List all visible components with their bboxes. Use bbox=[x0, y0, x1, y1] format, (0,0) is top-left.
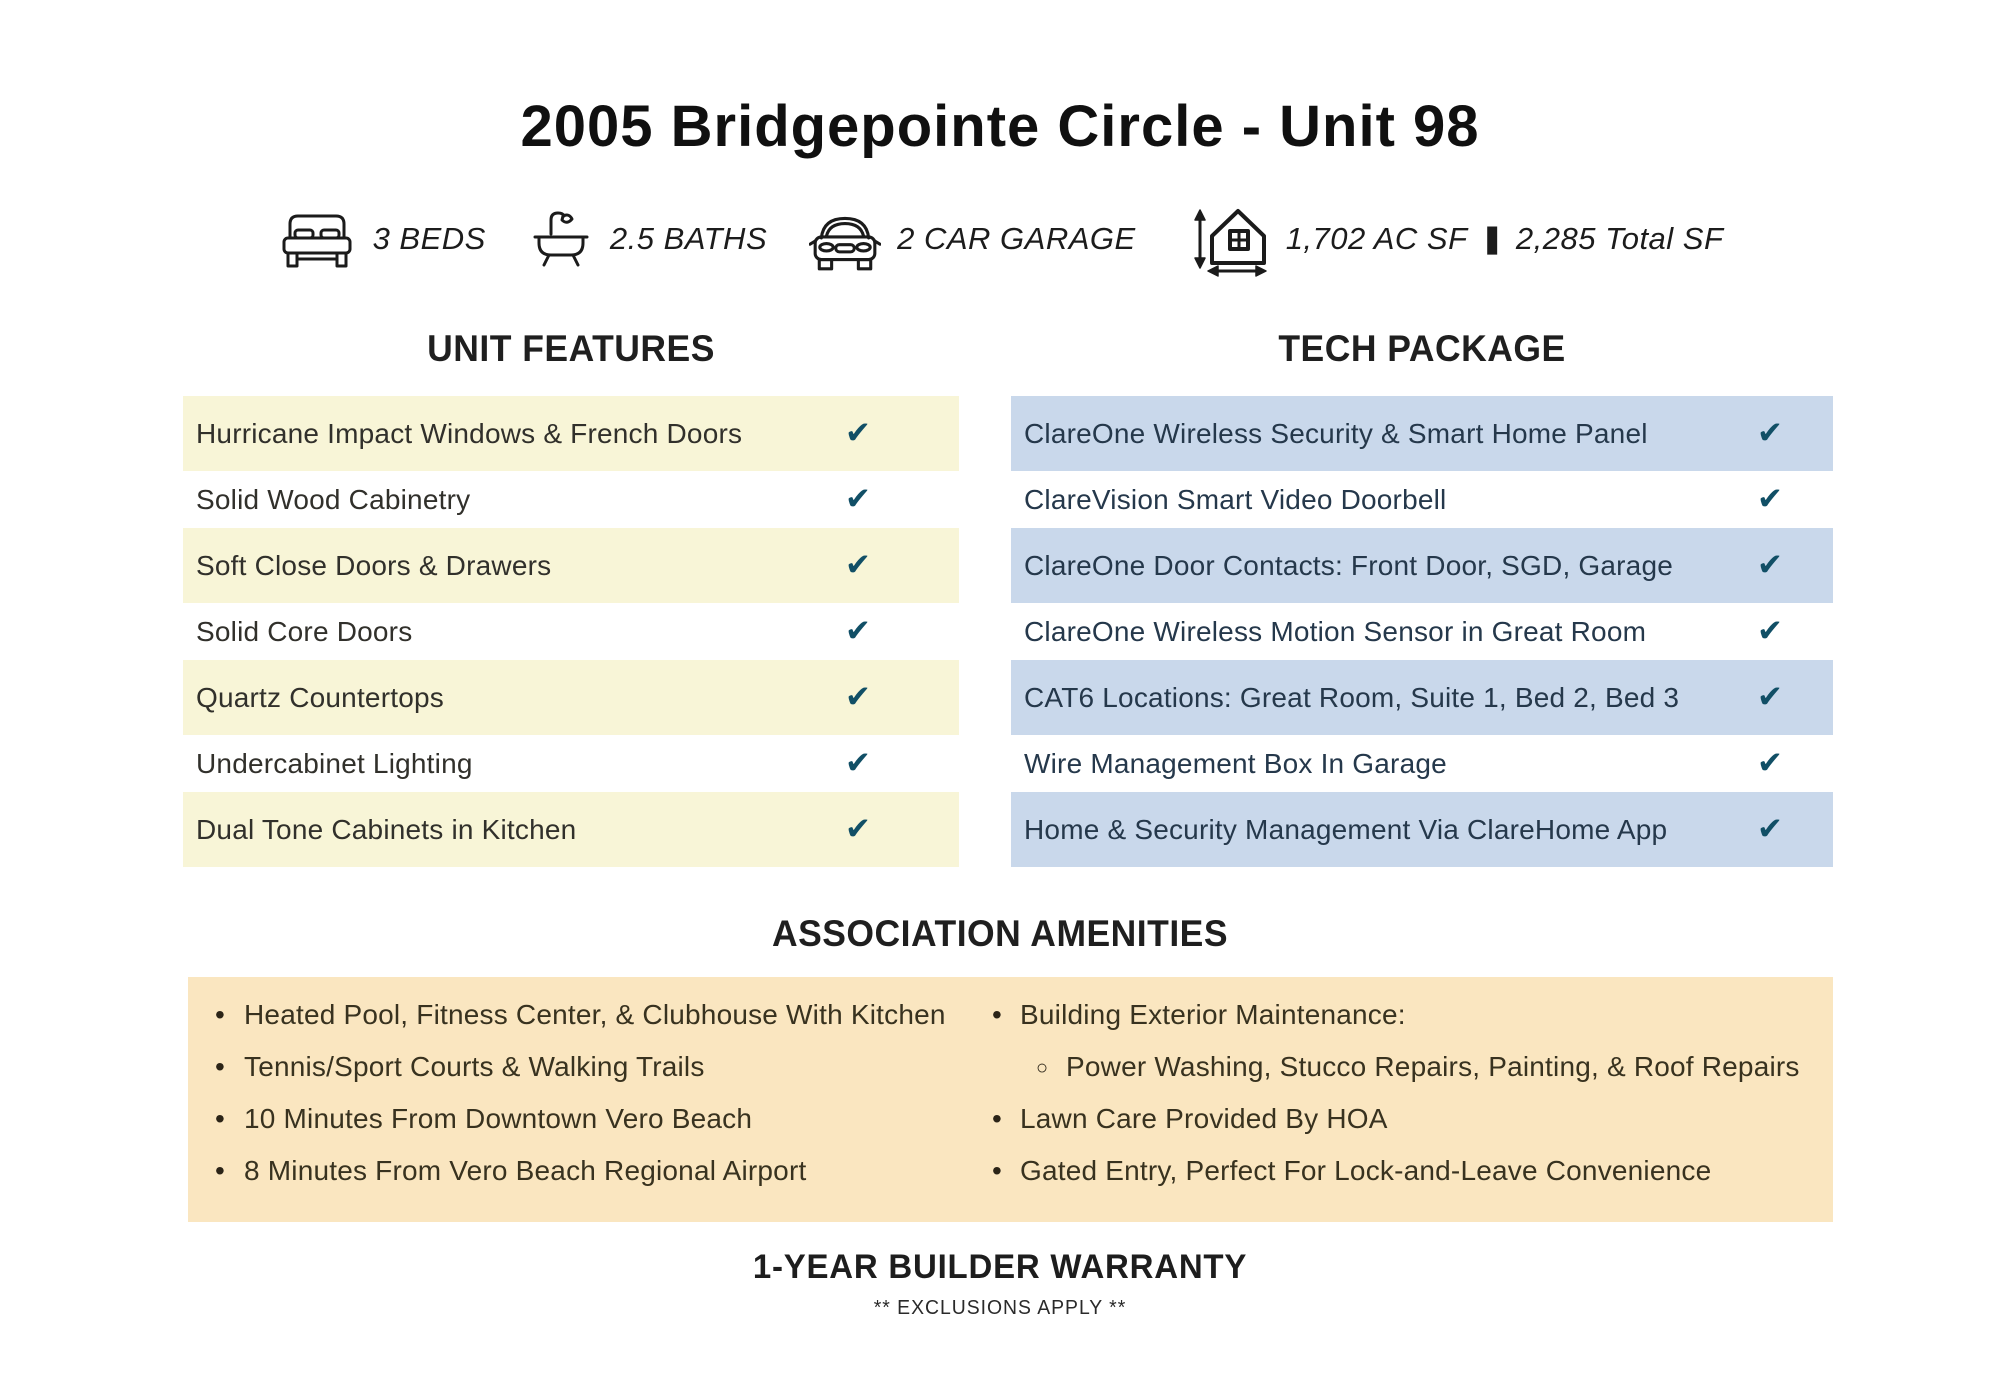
feature-row bbox=[183, 603, 959, 660]
ac-sf-label: 1,702 AC SF bbox=[1285, 221, 1468, 256]
bathtub-icon bbox=[528, 207, 594, 271]
check-icon: ✔ bbox=[845, 547, 871, 583]
tech-row bbox=[1011, 603, 1833, 660]
feature-columns bbox=[183, 328, 2000, 867]
amenity-item bbox=[188, 998, 978, 1032]
feature-row bbox=[183, 792, 959, 867]
sqft-stat bbox=[1178, 200, 1724, 278]
unit-features-table bbox=[183, 396, 959, 867]
beds-label: 3 BEDS bbox=[372, 221, 486, 256]
amenities-right-list bbox=[978, 998, 1833, 1206]
feature-label: Undercabinet Lighting bbox=[196, 747, 473, 779]
amenity-sub-text: Power Washing, Stucco Repairs, Painting, & Roof Repairs bbox=[1066, 1051, 1800, 1082]
tech-row bbox=[1011, 792, 1833, 867]
feature-row bbox=[183, 471, 959, 528]
check-icon: ✔ bbox=[845, 679, 871, 715]
tech-label: ClareOne Wireless Motion Sensor in Great Room bbox=[1024, 615, 1647, 647]
tech-package-table bbox=[1011, 396, 1833, 867]
bed-icon bbox=[277, 207, 357, 271]
amenity-text: Lawn Care Provided By HOA bbox=[1020, 1103, 1388, 1134]
check-icon: ✔ bbox=[1757, 547, 1783, 583]
amenity-item bbox=[978, 1102, 1833, 1136]
feature-row bbox=[183, 396, 959, 471]
check-icon: ✔ bbox=[845, 415, 871, 451]
tech-package-section bbox=[1011, 328, 1833, 867]
amenity-item bbox=[188, 1050, 978, 1084]
feature-row bbox=[183, 735, 959, 792]
house-dimensions-icon bbox=[1178, 200, 1270, 278]
tech-row bbox=[1011, 471, 1833, 528]
tech-label: CAT6 Locations: Great Room, Suite 1, Bed 2, Bed 3 bbox=[1024, 681, 1680, 713]
feature-label: Soft Close Doors & Drawers bbox=[196, 549, 552, 581]
amenity-text: 10 Minutes From Downtown Vero Beach bbox=[244, 1103, 753, 1134]
feature-label: Dual Tone Cabinets in Kitchen bbox=[196, 813, 577, 845]
tech-label: Home & Security Management Via ClareHome App bbox=[1024, 813, 1668, 845]
amenities-heading: ASSOCIATION AMENITIES bbox=[771, 913, 1229, 954]
check-icon: ✔ bbox=[1757, 613, 1783, 649]
amenity-item bbox=[188, 1102, 978, 1136]
check-icon: ✔ bbox=[845, 745, 871, 781]
total-sf-label: 2,285 Total SF bbox=[1515, 221, 1724, 256]
amenity-text: 8 Minutes From Vero Beach Regional Airport bbox=[244, 1155, 807, 1186]
page-title: 2005 Bridgepointe Circle - Unit 98 bbox=[520, 94, 1480, 159]
check-icon: ✔ bbox=[845, 481, 871, 517]
tech-row bbox=[1011, 528, 1833, 603]
feature-row bbox=[183, 528, 959, 603]
tech-label: ClareOne Wireless Security & Smart Home Panel bbox=[1024, 417, 1648, 449]
baths-label: 2.5 BATHS bbox=[609, 221, 768, 256]
tech-package-heading: TECH PACKAGE bbox=[1278, 328, 1566, 369]
car-icon bbox=[809, 206, 881, 272]
check-icon: ✔ bbox=[1757, 745, 1783, 781]
check-icon: ✔ bbox=[1757, 811, 1783, 847]
garage-stat bbox=[809, 206, 1136, 272]
baths-stat bbox=[528, 207, 767, 271]
amenity-item bbox=[978, 1154, 1833, 1188]
garage-label: 2 CAR GARAGE bbox=[897, 221, 1136, 256]
feature-label: Quartz Countertops bbox=[196, 681, 444, 713]
tech-label: Wire Management Box In Garage bbox=[1024, 747, 1447, 779]
unit-features-heading: UNIT FEATURES bbox=[427, 328, 715, 369]
amenity-text: Heated Pool, Fitness Center, & Clubhouse With Kitchen bbox=[244, 999, 946, 1030]
feature-label: Solid Core Doors bbox=[196, 615, 413, 647]
amenities-box bbox=[188, 977, 1833, 1222]
amenity-item bbox=[978, 998, 1833, 1084]
check-icon: ✔ bbox=[1757, 415, 1783, 451]
feature-label: Hurricane Impact Windows & French Doors bbox=[196, 417, 743, 449]
amenity-item bbox=[188, 1154, 978, 1188]
amenity-text: Tennis/Sport Courts & Walking Trails bbox=[244, 1051, 705, 1082]
unit-features-section bbox=[183, 328, 959, 867]
amenities-left-list bbox=[188, 998, 978, 1206]
check-icon: ✔ bbox=[1757, 679, 1783, 715]
amenity-text: Gated Entry, Perfect For Lock-and-Leave Convenience bbox=[1020, 1155, 1712, 1186]
check-icon: ✔ bbox=[845, 613, 871, 649]
tech-label: ClareOne Door Contacts: Front Door, SGD, Garage bbox=[1024, 549, 1673, 581]
warranty-exclusions: ** EXCLUSIONS APPLY ** bbox=[873, 1297, 1127, 1319]
beds-stat bbox=[277, 207, 486, 271]
warranty-footer bbox=[0, 1248, 2000, 1320]
amenity-text: Building Exterior Maintenance: bbox=[1020, 999, 1406, 1030]
tech-label: ClareVision Smart Video Doorbell bbox=[1024, 483, 1447, 515]
check-icon: ✔ bbox=[845, 811, 871, 847]
warranty-title: 1-YEAR BUILDER WARRANTY bbox=[752, 1248, 1248, 1286]
sf-divider: | bbox=[1480, 222, 1503, 255]
tech-row bbox=[1011, 735, 1833, 792]
amenity-sub-item bbox=[1020, 1050, 1833, 1084]
stats-row bbox=[0, 200, 2000, 278]
tech-row bbox=[1011, 396, 1833, 471]
feature-row bbox=[183, 660, 959, 735]
check-icon: ✔ bbox=[1757, 481, 1783, 517]
tech-row bbox=[1011, 660, 1833, 735]
feature-label: Solid Wood Cabinetry bbox=[196, 483, 471, 515]
